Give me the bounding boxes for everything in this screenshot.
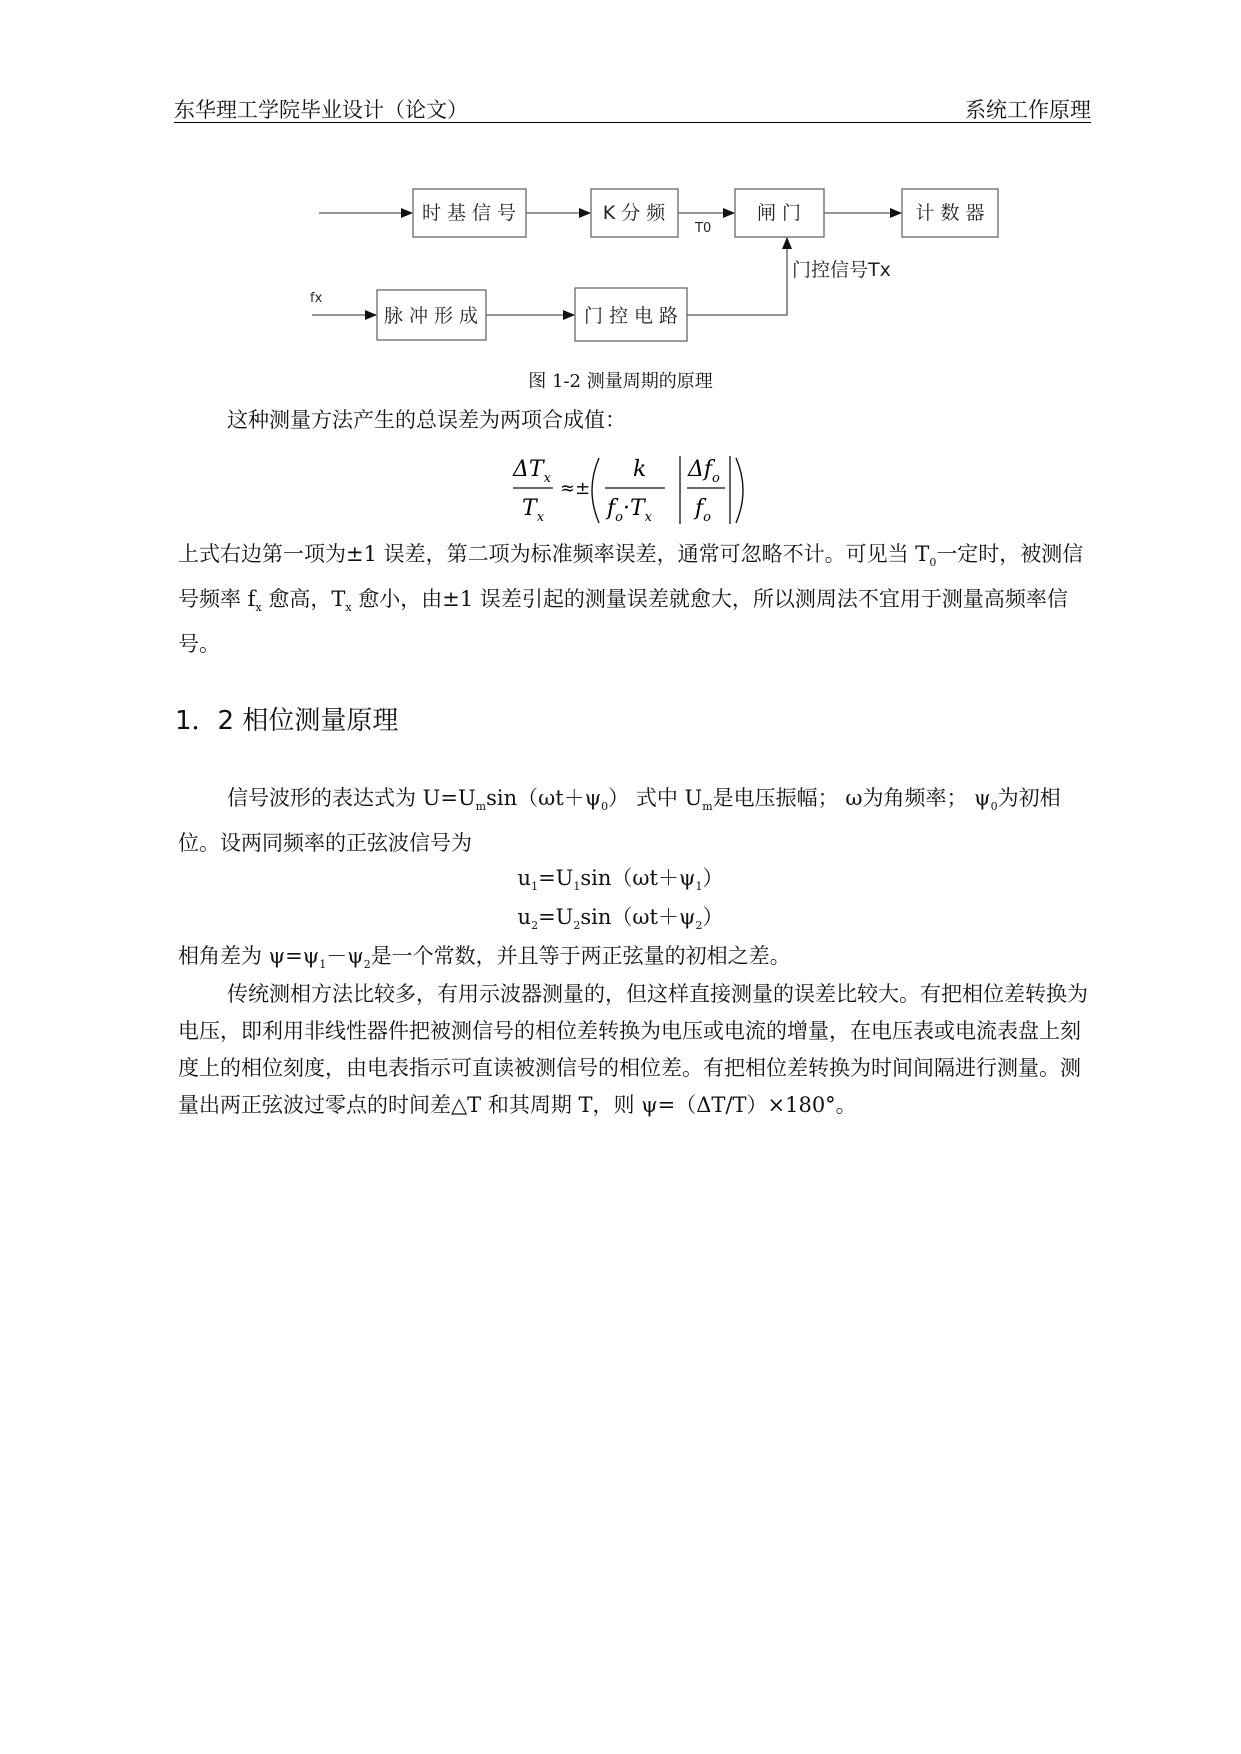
formula-delta-t: $\Delta T_x$ xyxy=(513,457,551,486)
t0-label: T0 xyxy=(695,221,712,236)
header-left-title: 东华理工学院毕业设计（论文） xyxy=(174,98,468,122)
formula-f-t: $f_o\cdot T_x$ xyxy=(607,496,653,525)
error-formula xyxy=(505,448,765,533)
equation-u1: $u_1=U_1\sin(\omega t+\psi_1)$ xyxy=(517,866,724,894)
formula-t: $T_x$ xyxy=(522,496,545,525)
formula-delta-f: $\Delta f_o$ xyxy=(688,457,720,486)
figure-caption: 图 1-2 测量周期的原理 xyxy=(528,371,713,392)
pulse-shaping-label: 脉 冲 形 成 xyxy=(383,305,479,327)
formula-right-paren xyxy=(736,458,743,523)
gate-control-label: 门 控 电 路 xyxy=(583,305,679,327)
header-right-title: 系统工作原理 xyxy=(965,98,1091,122)
k-divider-label: K 分 频 xyxy=(602,202,666,224)
paragraph-waveform: 信号波形的表达式为 $U=U_m\sin(\omega t+\psi_0)$ 式中 $U_m$是电压振幅； ω为角频率； $\psi_0$为初相位。设两同频率的正弦波信号为 xyxy=(178,786,1061,856)
paragraph-error-explanation: 上式右边第一项为±1 误差，第二项为标准频率误差，通常可忽略不计。可见当 $T_0$一定时，被测信号频率 $f_x$ 愈高，$T_x$ 愈小，由±1 误差引起的测量误差就愈大，所以测周法不宜用于测量高频率信号。 xyxy=(178,542,1084,657)
gate-signal-label: 门控信号Tx xyxy=(792,259,891,281)
formula-approx: ≈± xyxy=(560,478,591,499)
paragraph-measurement-methods: 传统测相方法比较多，有用示波器测量的，但这样直接测量的误差比较大。有把相位差转换为电压，即利用非线性器件把被测信号的相位差转换为电压或电流的增量，在电压表或电流表盘上刻度上的相位刻度，由电表指示可直读被测信号的相位差。有把相位差转换为时间间隔进行测量。测量出两正弦波过零点的时间差△T 和其周期 T，则 ψ=（ΔT/T）×180°。 xyxy=(178,982,1088,1117)
formula-left-paren xyxy=(592,458,599,523)
paragraph-phase-difference: 相角差为 $\psi=\psi_1-\psi_2$是一个常数，并且等于两正弦量的初相之差。 xyxy=(178,944,791,972)
equation-u2: $u_2=U_2\sin(\omega t+\psi_2)$ xyxy=(517,905,724,933)
counter-label: 计 数 器 xyxy=(915,202,985,224)
section-heading: 1．2 相位测量原理 xyxy=(175,706,399,736)
time-base-label: 时 基 信 号 xyxy=(421,202,517,224)
block-diagram xyxy=(300,180,1020,355)
arrow-gatectrl-to-gate xyxy=(687,238,787,315)
paragraph-error-intro: 这种测量方法产生的总误差为两项合成值： xyxy=(227,408,626,432)
gate-label: 闸 门 xyxy=(756,202,802,224)
formula-f: $f_o$ xyxy=(695,496,711,525)
formula-k: k xyxy=(633,457,647,482)
fx-label: fx xyxy=(310,291,323,306)
page-header xyxy=(174,92,1091,123)
